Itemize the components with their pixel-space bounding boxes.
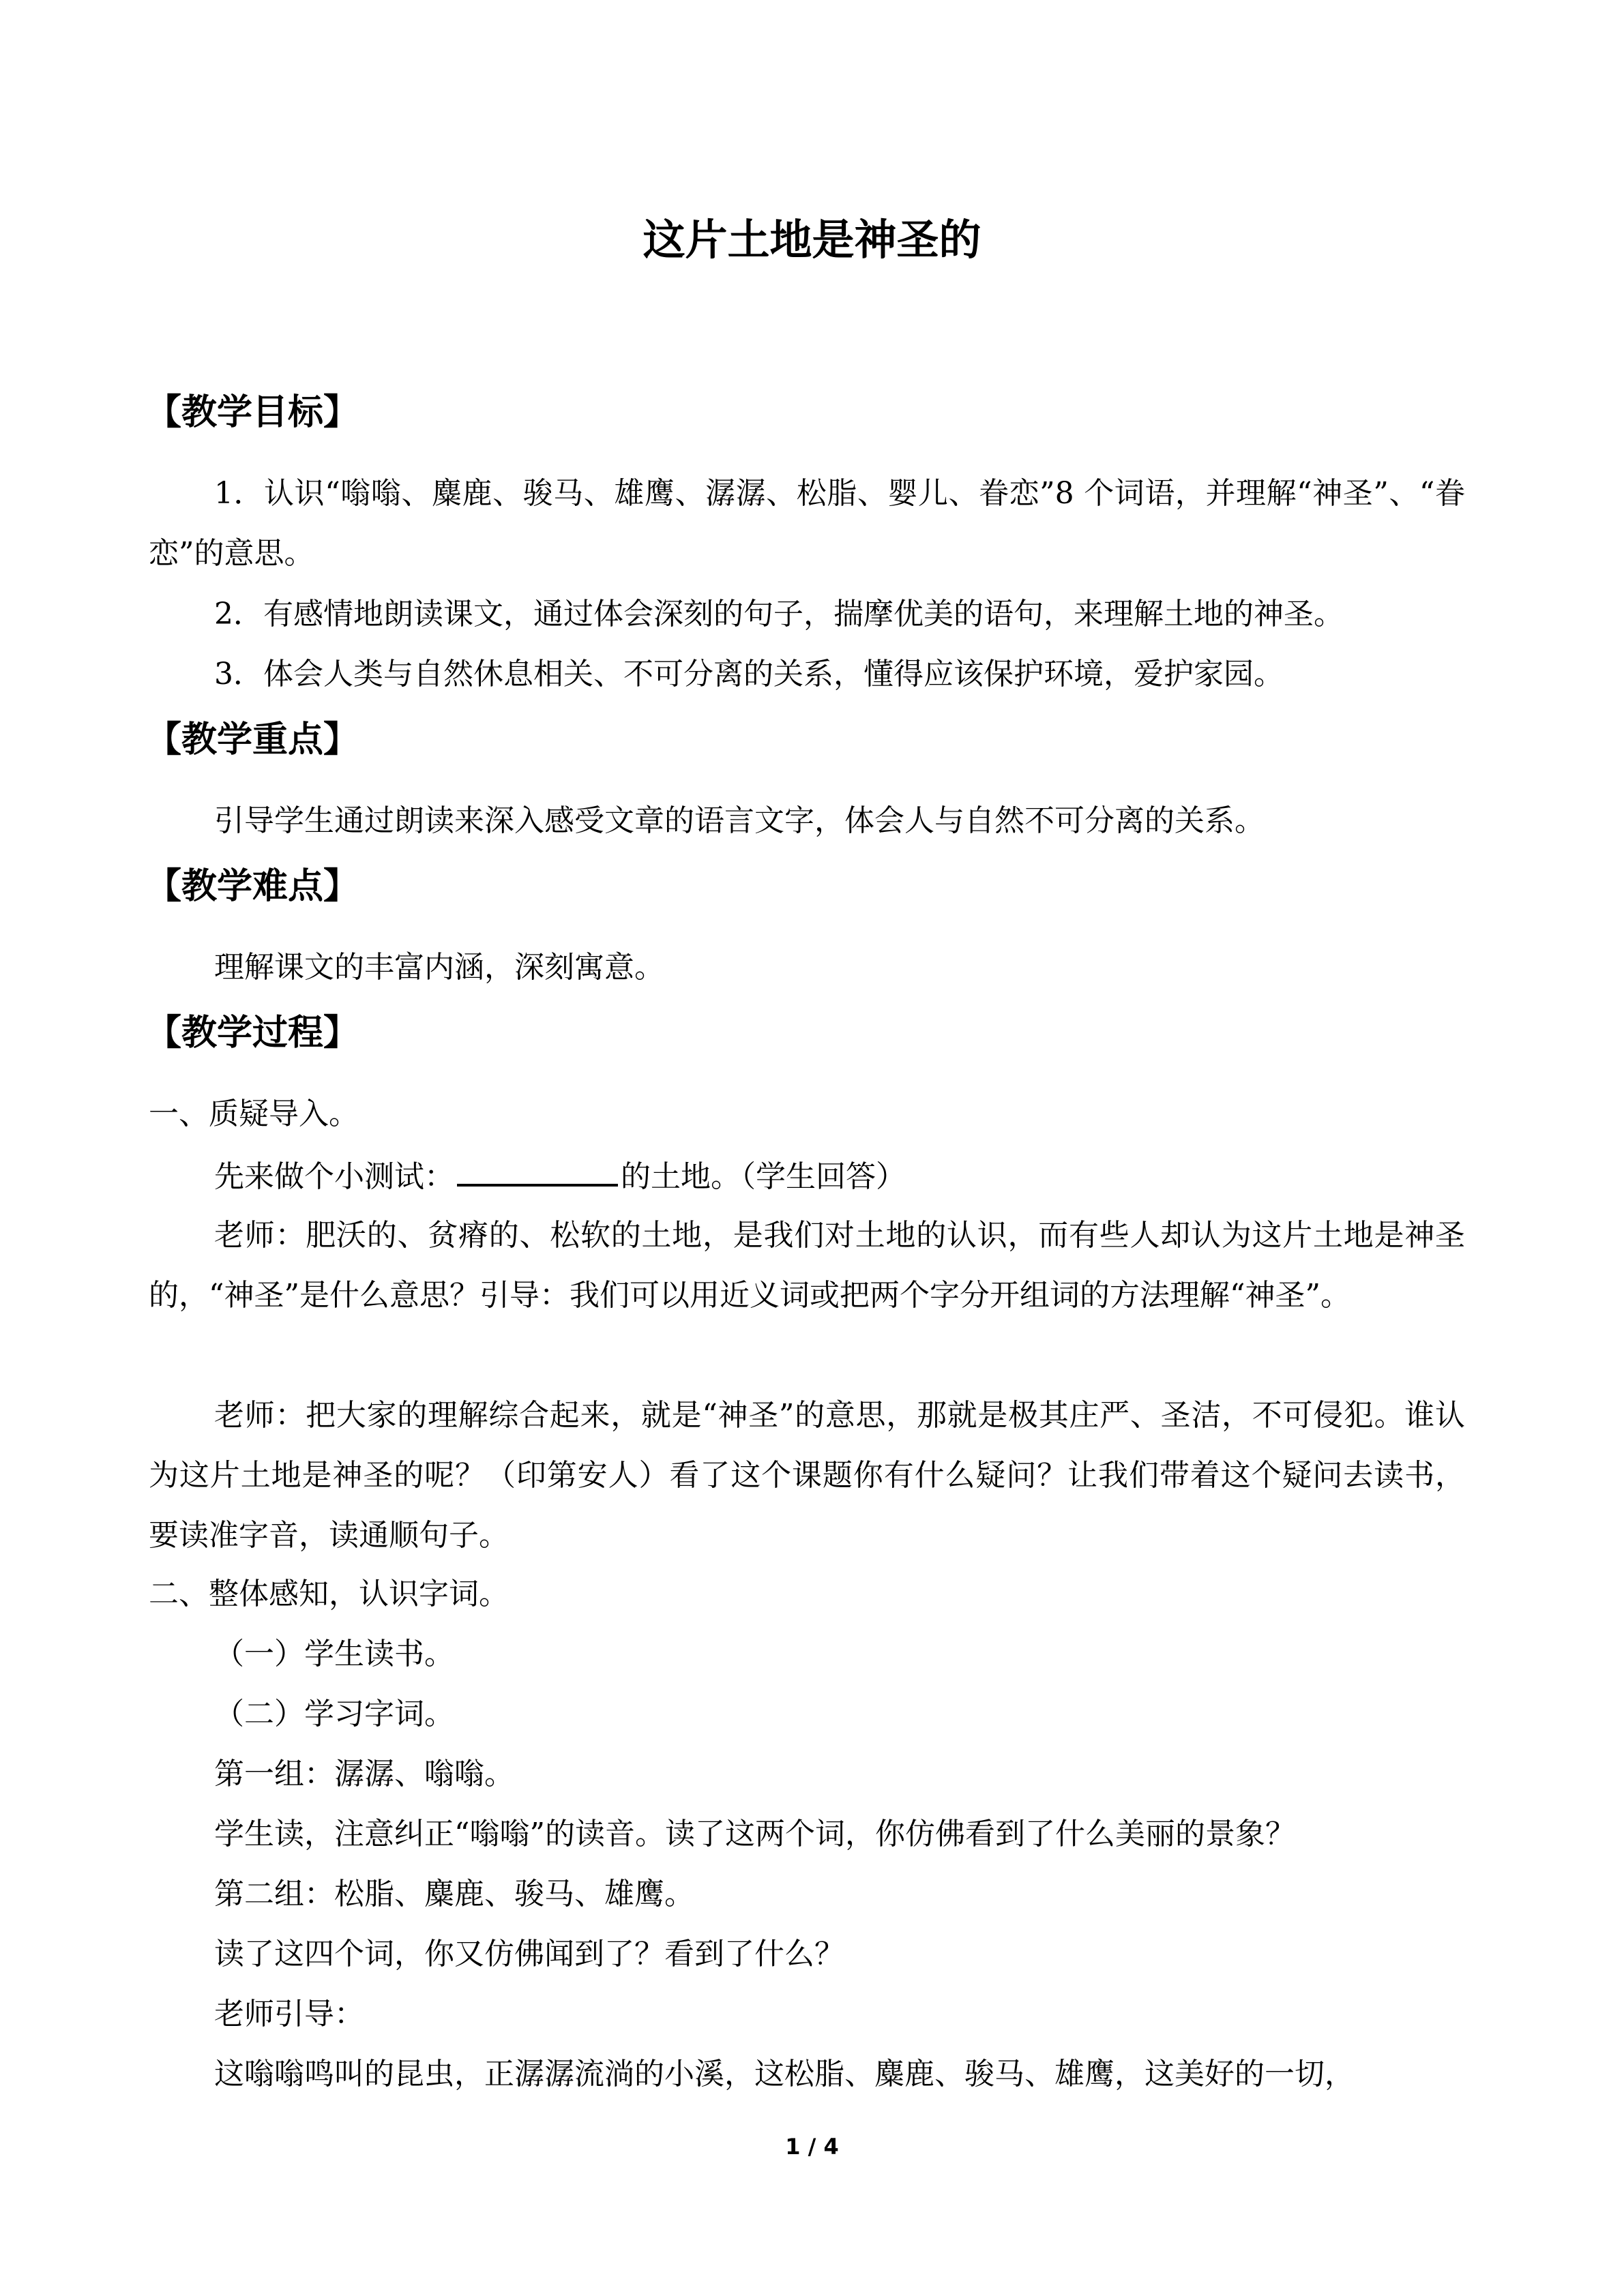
- key-points-text: 引导学生通过朗读来深入感受文章的语言文字，体会人与自然不可分离的关系。: [214, 803, 1265, 838]
- goal-item-2: 2．有感情地朗读课文，通过体会深刻的句子，揣摩优美的语句，来理解土地的神圣。: [214, 597, 1344, 631]
- document-title: 这片土地是神圣的: [643, 215, 981, 265]
- section-heading-key-points: 【教学重点】: [146, 719, 359, 760]
- section-heading-goals: 【教学目标】: [146, 392, 359, 433]
- section-heading-process: 【教学过程】: [146, 1013, 359, 1054]
- page-number: 1 / 4: [785, 2134, 839, 2160]
- process-part-2-title: 二、整体感知，认识字词。: [149, 1577, 509, 1611]
- process-part-1-title: 一、质疑导入。: [149, 1097, 359, 1131]
- quiz-prefix: 先来做个小测试：: [214, 1159, 454, 1194]
- word-group-1: 第一组：潺潺、嗡嗡。: [214, 1757, 514, 1791]
- difficulties-text: 理解课文的丰富内涵，深刻寓意。: [214, 950, 664, 985]
- word-group-2: 第二组：松脂、麋鹿、骏马、雄鹰。: [214, 1877, 694, 1911]
- goal-item-3: 3．体会人类与自然休息相关、不可分离的关系，懂得应该保护环境，爱护家园。: [214, 657, 1284, 691]
- teacher-guide-label: 老师引导：: [214, 1997, 364, 2031]
- quiz-suffix: 的土地。（学生回答）: [621, 1159, 906, 1194]
- fill-in-blank: [457, 1154, 618, 1187]
- teacher-guide-text: 这嗡嗡鸣叫的昆虫，正潺潺流淌的小溪，这松脂、麋鹿、骏马、雄鹰，这美好的一切，: [214, 2057, 1355, 2091]
- quiz-line: [214, 1154, 906, 1197]
- word-group-2-note: 读了这四个词，你又仿佛闻到了？看到了什么？: [214, 1937, 844, 1971]
- goal-item-1: 1．认识“嗡嗡、麋鹿、骏马、雄鹰、潺潺、松脂、婴儿、眷恋”8 个词语，并理解“神圣”、“眷恋”的意思。: [149, 476, 1465, 571]
- teacher-paragraph-2: 老师：把大家的理解综合起来，就是“神圣”的意思，那就是极其庄严、圣洁，不可侵犯。谁认为这片土地是神圣的呢？（印第安人）看了这个课题你有什么疑问？让我们带着这个疑问去读书，要读准字音，读通顺句子。: [149, 1398, 1465, 1553]
- sub-step-1: （一）学生读书。: [214, 1637, 454, 1671]
- section-heading-difficulties: 【教学难点】: [146, 866, 359, 907]
- word-group-1-note: 学生读，注意纠正“嗡嗡”的读音。读了这两个词，你仿佛看到了什么美丽的景象？: [214, 1817, 1295, 1851]
- sub-step-2: （二）学习字词。: [214, 1697, 454, 1731]
- teacher-paragraph-1: 老师：肥沃的、贫瘠的、松软的土地，是我们对土地的认识，而有些人却认为这片土地是神圣的，“神圣”是什么意思？引导：我们可以用近义词或把两个字分开组词的方法理解“神圣”。: [149, 1218, 1465, 1313]
